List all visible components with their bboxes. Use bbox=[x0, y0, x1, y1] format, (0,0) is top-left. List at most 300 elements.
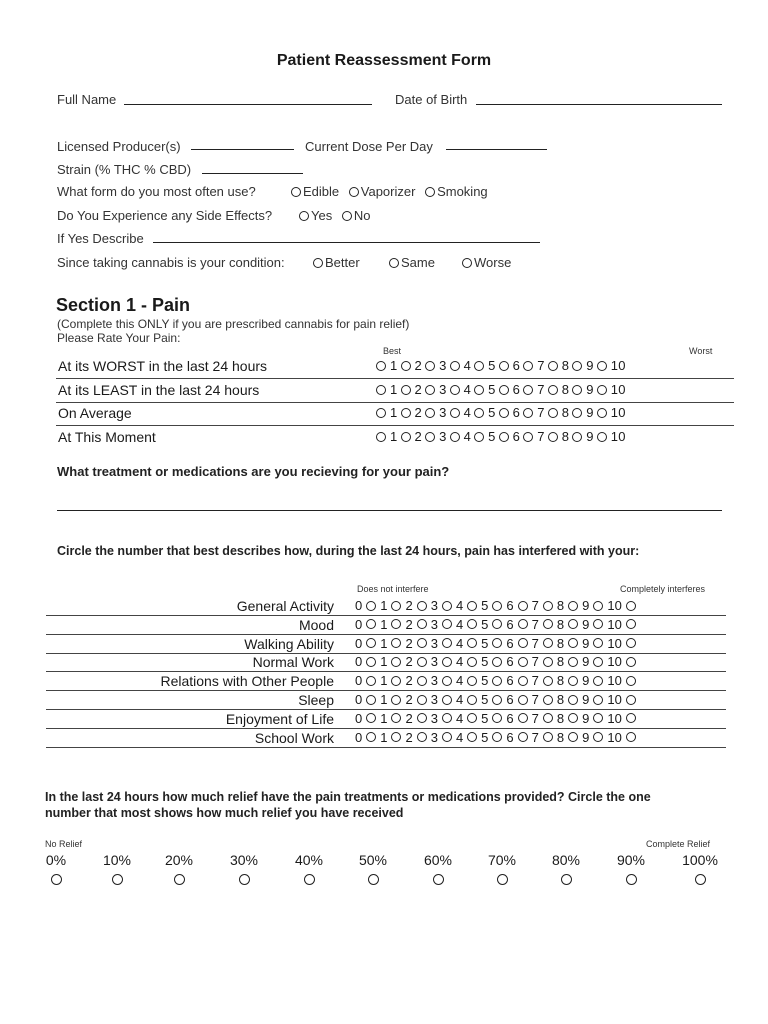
scale-number: 10 bbox=[607, 729, 622, 745]
radio-icon[interactable] bbox=[376, 432, 386, 442]
dose-field[interactable] bbox=[446, 149, 547, 150]
full-name-label: Full Name bbox=[57, 92, 117, 107]
radio-icon[interactable] bbox=[366, 601, 376, 611]
radio-icon[interactable] bbox=[597, 408, 607, 418]
dob-field[interactable] bbox=[476, 104, 722, 105]
radio-icon[interactable] bbox=[518, 601, 528, 611]
radio-icon[interactable] bbox=[366, 619, 376, 629]
relief-option-label: 30% bbox=[229, 852, 259, 868]
option-vaporizer[interactable]: Vaporizer bbox=[349, 184, 416, 199]
scale-number: 4 bbox=[463, 382, 472, 397]
scale-number: 7 bbox=[531, 673, 539, 689]
option-worse[interactable]: Worse bbox=[462, 255, 511, 270]
relief-option-label: 20% bbox=[164, 852, 194, 868]
radio-icon[interactable] bbox=[572, 385, 582, 395]
radio-icon bbox=[425, 187, 435, 197]
pain-row-label: On Average bbox=[58, 405, 132, 421]
radio-icon[interactable] bbox=[492, 676, 502, 686]
radio-icon bbox=[349, 187, 359, 197]
scale-number: 5 bbox=[481, 598, 489, 613]
scale-number: 2 bbox=[414, 405, 423, 420]
scale-number: 5 bbox=[481, 673, 489, 689]
relief-option-label: 60% bbox=[423, 852, 453, 868]
radio-icon[interactable] bbox=[548, 385, 558, 395]
radio-icon[interactable] bbox=[366, 657, 376, 667]
option-same[interactable]: Same bbox=[389, 255, 435, 270]
radio-icon[interactable] bbox=[626, 657, 636, 667]
radio-icon[interactable] bbox=[572, 432, 582, 442]
pain-row bbox=[56, 380, 734, 403]
radio-icon[interactable] bbox=[572, 361, 582, 371]
scale-number: 3 bbox=[430, 616, 438, 632]
radio-icon[interactable] bbox=[626, 619, 636, 629]
radio-icon[interactable] bbox=[442, 676, 452, 686]
scale-number: 7 bbox=[537, 358, 545, 373]
scale-number: 5 bbox=[488, 382, 496, 397]
scale-number: 4 bbox=[463, 429, 472, 444]
interference-scale bbox=[355, 598, 640, 613]
radio-icon[interactable] bbox=[492, 657, 502, 667]
relief-low-label: No Relief bbox=[45, 839, 83, 849]
pain-row bbox=[56, 427, 734, 449]
radio-icon[interactable] bbox=[417, 732, 427, 742]
scale-number: 8 bbox=[556, 598, 565, 613]
interference-row-label: Walking Ability bbox=[244, 635, 334, 652]
scale-number: 4 bbox=[455, 598, 464, 613]
radio-icon[interactable] bbox=[523, 385, 533, 395]
scale-number: 9 bbox=[582, 692, 590, 707]
radio-icon[interactable] bbox=[442, 695, 452, 705]
radio-icon[interactable] bbox=[442, 713, 452, 723]
scale-number: 9 bbox=[582, 598, 590, 613]
radio-icon[interactable] bbox=[391, 619, 401, 629]
scale-number: 0 bbox=[355, 673, 363, 689]
dob-label: Date of Birth bbox=[395, 92, 468, 107]
scale-number: 6 bbox=[506, 729, 514, 745]
scale-number: 9 bbox=[582, 673, 590, 689]
scale-number: 4 bbox=[455, 729, 464, 745]
radio-icon[interactable] bbox=[366, 676, 376, 686]
radio-icon[interactable] bbox=[433, 874, 444, 885]
radio-icon[interactable] bbox=[376, 408, 386, 418]
scale-number: 3 bbox=[430, 673, 438, 689]
radio-icon[interactable] bbox=[401, 385, 411, 395]
scale-number: 10 bbox=[607, 673, 622, 689]
radio-icon[interactable] bbox=[368, 874, 379, 885]
scale-number: 3 bbox=[439, 382, 447, 397]
relief-option[interactable] bbox=[611, 852, 651, 885]
scale-number: 1 bbox=[380, 598, 388, 613]
scale-number: 3 bbox=[430, 635, 438, 651]
radio-icon[interactable] bbox=[376, 385, 386, 395]
scale-number: 9 bbox=[586, 382, 594, 397]
scale-number: 5 bbox=[481, 729, 489, 745]
radio-icon[interactable] bbox=[417, 601, 427, 611]
scale-number: 1 bbox=[390, 429, 398, 444]
side-effects-question: Do You Experience any Side Effects? bbox=[57, 208, 273, 223]
relief-option[interactable] bbox=[289, 852, 329, 885]
radio-icon[interactable] bbox=[492, 732, 502, 742]
radio-icon[interactable] bbox=[626, 638, 636, 648]
radio-icon[interactable] bbox=[568, 732, 578, 742]
radio-icon[interactable] bbox=[417, 619, 427, 629]
radio-icon[interactable] bbox=[474, 432, 484, 442]
radio-icon[interactable] bbox=[626, 676, 636, 686]
radio-icon[interactable] bbox=[626, 713, 636, 723]
scale-number: 4 bbox=[455, 616, 464, 632]
radio-icon[interactable] bbox=[467, 713, 477, 723]
scale-number: 6 bbox=[512, 382, 521, 397]
radio-icon[interactable] bbox=[450, 432, 460, 442]
radio-icon[interactable] bbox=[366, 713, 376, 723]
interference-scale bbox=[355, 673, 640, 688]
pain-scale bbox=[376, 358, 629, 373]
radio-icon[interactable] bbox=[543, 619, 553, 629]
radio-icon[interactable] bbox=[450, 385, 460, 395]
radio-icon[interactable] bbox=[626, 695, 636, 705]
relief-question-line2: number that most shows how much relief you have received bbox=[45, 806, 404, 820]
radio-icon[interactable] bbox=[543, 638, 553, 648]
scale-number: 9 bbox=[586, 405, 594, 420]
side-effects-options bbox=[299, 208, 376, 223]
radio-icon[interactable] bbox=[568, 601, 578, 611]
radio-icon[interactable] bbox=[417, 638, 427, 648]
radio-icon[interactable] bbox=[499, 361, 509, 371]
radio-icon[interactable] bbox=[626, 874, 637, 885]
scale-number: 10 bbox=[607, 616, 622, 632]
relief-option-label: 10% bbox=[102, 852, 132, 868]
radio-icon[interactable] bbox=[391, 657, 401, 667]
radio-icon[interactable] bbox=[593, 713, 603, 723]
radio-icon[interactable] bbox=[492, 638, 502, 648]
relief-option[interactable] bbox=[680, 852, 720, 885]
scale-number: 2 bbox=[405, 729, 413, 745]
radio-icon[interactable] bbox=[568, 676, 578, 686]
scale-number: 6 bbox=[506, 654, 514, 670]
scale-number: 3 bbox=[430, 692, 438, 707]
scale-number: 7 bbox=[537, 429, 545, 444]
scale-number: 8 bbox=[556, 616, 565, 632]
radio-icon[interactable] bbox=[401, 408, 411, 418]
pain-row bbox=[56, 356, 734, 379]
interference-row-label: General Activity bbox=[236, 598, 334, 614]
radio-icon[interactable] bbox=[626, 732, 636, 742]
interference-row-label: School Work bbox=[254, 729, 334, 746]
radio-icon[interactable] bbox=[401, 432, 411, 442]
radio-icon[interactable] bbox=[474, 385, 484, 395]
radio-icon[interactable] bbox=[391, 713, 401, 723]
radio-icon[interactable] bbox=[425, 408, 435, 418]
radio-icon bbox=[389, 258, 399, 268]
relief-option[interactable] bbox=[546, 852, 586, 885]
treatment-question: What treatment or medications are you recieving for your pain? bbox=[57, 464, 450, 479]
radio-icon[interactable] bbox=[543, 695, 553, 705]
radio-icon[interactable] bbox=[366, 732, 376, 742]
producer-label: Licensed Producer(s) bbox=[57, 139, 181, 154]
radio-icon[interactable] bbox=[174, 874, 185, 885]
relief-option[interactable] bbox=[36, 852, 76, 885]
radio-icon[interactable] bbox=[467, 619, 477, 629]
pain-scale bbox=[376, 382, 629, 397]
radio-icon[interactable] bbox=[568, 695, 578, 705]
radio-icon[interactable] bbox=[518, 695, 528, 705]
radio-icon[interactable] bbox=[417, 676, 427, 686]
radio-icon[interactable] bbox=[499, 385, 509, 395]
scale-number: 7 bbox=[531, 710, 539, 726]
radio-icon[interactable] bbox=[518, 638, 528, 648]
radio-icon[interactable] bbox=[442, 619, 452, 629]
scale-number: 8 bbox=[561, 405, 570, 420]
scale-number: 6 bbox=[506, 635, 514, 651]
radio-icon[interactable] bbox=[442, 638, 452, 648]
relief-option[interactable] bbox=[97, 852, 137, 885]
scale-number: 6 bbox=[506, 673, 514, 689]
radio-icon[interactable] bbox=[593, 695, 603, 705]
interference-row bbox=[46, 729, 726, 748]
relief-option[interactable] bbox=[482, 852, 522, 885]
radio-icon[interactable] bbox=[543, 676, 553, 686]
condition-question: Since taking cannabis is your condition: bbox=[57, 255, 285, 270]
scale-number: 3 bbox=[430, 710, 438, 726]
relief-high-label: Complete Relief bbox=[646, 839, 711, 849]
radio-icon[interactable] bbox=[548, 361, 558, 371]
radio-icon[interactable] bbox=[568, 713, 578, 723]
radio-icon bbox=[462, 258, 472, 268]
radio-icon[interactable] bbox=[518, 619, 528, 629]
interference-row bbox=[46, 635, 726, 654]
scale-number: 1 bbox=[390, 405, 398, 420]
radio-icon[interactable] bbox=[467, 657, 477, 667]
scale-number: 8 bbox=[556, 729, 565, 745]
scale-number: 6 bbox=[506, 616, 514, 632]
radio-icon[interactable] bbox=[450, 408, 460, 418]
radio-icon[interactable] bbox=[391, 601, 401, 611]
section-prompt: Please Rate Your Pain: bbox=[57, 331, 181, 345]
radio-icon[interactable] bbox=[561, 874, 572, 885]
treatment-field[interactable] bbox=[57, 510, 722, 511]
radio-icon[interactable] bbox=[304, 874, 315, 885]
radio-icon[interactable] bbox=[425, 432, 435, 442]
radio-icon[interactable] bbox=[548, 408, 558, 418]
interference-row-label: Enjoyment of Life bbox=[225, 710, 334, 727]
radio-icon[interactable] bbox=[450, 361, 460, 371]
describe-label: If Yes Describe bbox=[57, 231, 144, 246]
scale-number: 8 bbox=[556, 692, 565, 707]
relief-option-label: 80% bbox=[551, 852, 581, 868]
scale-worst-label: Worst bbox=[689, 346, 713, 356]
radio-icon[interactable] bbox=[518, 657, 528, 667]
radio-icon[interactable] bbox=[499, 432, 509, 442]
radio-icon[interactable] bbox=[467, 732, 477, 742]
scale-number: 2 bbox=[414, 429, 423, 444]
scale-number: 5 bbox=[488, 429, 496, 444]
radio-icon[interactable] bbox=[417, 713, 427, 723]
scale-number: 8 bbox=[561, 382, 570, 397]
radio-icon[interactable] bbox=[593, 732, 603, 742]
scale-number: 10 bbox=[610, 429, 626, 444]
scale-number: 2 bbox=[405, 616, 413, 632]
interference-scale bbox=[355, 617, 640, 632]
radio-icon[interactable] bbox=[492, 601, 502, 611]
scale-number: 7 bbox=[531, 616, 539, 632]
radio-icon[interactable] bbox=[518, 676, 528, 686]
producer-field[interactable] bbox=[191, 149, 294, 150]
radio-icon[interactable] bbox=[568, 657, 578, 667]
scale-number: 6 bbox=[512, 405, 521, 420]
relief-option-label: 100% bbox=[682, 852, 718, 868]
relief-option[interactable] bbox=[224, 852, 264, 885]
radio-icon[interactable] bbox=[597, 385, 607, 395]
scale-number: 8 bbox=[561, 429, 570, 444]
scale-number: 0 bbox=[355, 729, 363, 745]
scale-number: 8 bbox=[561, 358, 570, 373]
radio-icon[interactable] bbox=[568, 638, 578, 648]
scale-number: 3 bbox=[439, 358, 447, 373]
scale-number: 6 bbox=[512, 358, 521, 373]
option-yes[interactable]: Yes bbox=[299, 208, 332, 223]
scale-number: 0 bbox=[355, 598, 363, 613]
scale-number: 8 bbox=[556, 673, 565, 689]
form-question: What form do you most often use? bbox=[57, 184, 256, 199]
strain-field[interactable] bbox=[202, 173, 303, 174]
radio-icon[interactable] bbox=[492, 695, 502, 705]
option-no[interactable]: No bbox=[342, 208, 371, 223]
interference-row bbox=[46, 597, 726, 616]
scale-number: 2 bbox=[405, 635, 413, 651]
radio-icon[interactable] bbox=[593, 657, 603, 667]
radio-icon[interactable] bbox=[597, 432, 607, 442]
radio-icon[interactable] bbox=[593, 638, 603, 648]
scale-number: 8 bbox=[556, 654, 565, 670]
scale-number: 5 bbox=[488, 358, 496, 373]
interference-row bbox=[46, 653, 726, 672]
radio-icon[interactable] bbox=[543, 732, 553, 742]
scale-number: 10 bbox=[607, 635, 622, 651]
radio-icon[interactable] bbox=[391, 732, 401, 742]
radio-icon[interactable] bbox=[593, 601, 603, 611]
radio-icon[interactable] bbox=[391, 638, 401, 648]
interference-row-label: Normal Work bbox=[252, 654, 334, 671]
scale-number: 10 bbox=[607, 692, 622, 707]
radio-icon[interactable] bbox=[425, 361, 435, 371]
radio-icon[interactable] bbox=[518, 732, 528, 742]
radio-icon[interactable] bbox=[239, 874, 250, 885]
relief-option[interactable] bbox=[353, 852, 393, 885]
interference-low-label: Does not interfere bbox=[357, 584, 429, 594]
radio-icon[interactable] bbox=[518, 713, 528, 723]
radio-icon[interactable] bbox=[442, 601, 452, 611]
strain-label: Strain (% THC % CBD) bbox=[57, 162, 192, 177]
radio-icon[interactable] bbox=[425, 385, 435, 395]
radio-icon[interactable] bbox=[467, 638, 477, 648]
scale-number: 5 bbox=[481, 710, 489, 726]
radio-icon[interactable] bbox=[523, 408, 533, 418]
interference-scale bbox=[355, 711, 640, 726]
scale-number: 10 bbox=[607, 654, 622, 670]
radio-icon[interactable] bbox=[499, 408, 509, 418]
scale-number: 1 bbox=[380, 654, 388, 670]
radio-icon[interactable] bbox=[593, 619, 603, 629]
radio-icon[interactable] bbox=[112, 874, 123, 885]
radio-icon[interactable] bbox=[474, 408, 484, 418]
scale-number: 0 bbox=[355, 692, 363, 707]
describe-field[interactable] bbox=[153, 242, 540, 243]
radio-icon[interactable] bbox=[626, 601, 636, 611]
scale-number: 2 bbox=[414, 358, 423, 373]
interference-high-label: Completely interferes bbox=[620, 584, 706, 594]
radio-icon[interactable] bbox=[593, 676, 603, 686]
radio-icon[interactable] bbox=[568, 619, 578, 629]
interference-row bbox=[46, 672, 726, 691]
radio-icon[interactable] bbox=[543, 657, 553, 667]
radio-icon[interactable] bbox=[391, 676, 401, 686]
radio-icon[interactable] bbox=[417, 657, 427, 667]
radio-icon[interactable] bbox=[548, 432, 558, 442]
scale-number: 5 bbox=[481, 616, 489, 632]
scale-number: 8 bbox=[556, 635, 565, 651]
scale-number: 1 bbox=[380, 616, 388, 632]
scale-number: 4 bbox=[455, 654, 464, 670]
scale-number: 4 bbox=[455, 692, 464, 707]
radio-icon[interactable] bbox=[376, 361, 386, 371]
radio-icon[interactable] bbox=[543, 601, 553, 611]
option-edible[interactable]: Edible bbox=[291, 184, 339, 199]
radio-icon[interactable] bbox=[442, 657, 452, 667]
scale-number: 10 bbox=[607, 598, 622, 613]
radio-icon[interactable] bbox=[467, 601, 477, 611]
radio-icon[interactable] bbox=[543, 713, 553, 723]
scale-number: 4 bbox=[463, 358, 472, 373]
relief-question-line1: In the last 24 hours how much relief have the pain treatments or medications provided? Circle the one bbox=[45, 790, 651, 804]
radio-icon[interactable] bbox=[497, 874, 508, 885]
radio-icon[interactable] bbox=[523, 361, 533, 371]
radio-icon[interactable] bbox=[467, 695, 477, 705]
radio-icon[interactable] bbox=[695, 874, 706, 885]
scale-number: 9 bbox=[582, 616, 590, 632]
radio-icon[interactable] bbox=[474, 361, 484, 371]
interference-scale bbox=[355, 730, 640, 745]
scale-number: 8 bbox=[556, 710, 565, 726]
radio-icon[interactable] bbox=[391, 695, 401, 705]
option-better[interactable]: Better bbox=[313, 255, 360, 270]
scale-number: 6 bbox=[506, 598, 514, 613]
radio-icon[interactable] bbox=[366, 638, 376, 648]
scale-number: 2 bbox=[414, 382, 423, 397]
radio-icon[interactable] bbox=[597, 361, 607, 371]
full-name-field[interactable] bbox=[124, 104, 372, 105]
scale-number: 7 bbox=[531, 692, 539, 707]
scale-number: 1 bbox=[380, 692, 388, 707]
scale-number: 0 bbox=[355, 635, 363, 651]
radio-icon[interactable] bbox=[492, 619, 502, 629]
relief-option[interactable] bbox=[159, 852, 199, 885]
interference-row-label: Relations with Other People bbox=[160, 673, 334, 690]
radio-icon[interactable] bbox=[417, 695, 427, 705]
radio-icon[interactable] bbox=[51, 874, 62, 885]
option-smoking[interactable]: Smoking bbox=[425, 184, 488, 199]
radio-icon[interactable] bbox=[401, 361, 411, 371]
relief-option[interactable] bbox=[418, 852, 458, 885]
radio-icon[interactable] bbox=[523, 432, 533, 442]
radio-icon[interactable] bbox=[366, 695, 376, 705]
relief-option-label: 50% bbox=[358, 852, 388, 868]
radio-icon[interactable] bbox=[467, 676, 477, 686]
interference-scale bbox=[355, 636, 640, 651]
scale-number: 3 bbox=[439, 429, 447, 444]
radio-icon[interactable] bbox=[442, 732, 452, 742]
radio-icon[interactable] bbox=[492, 713, 502, 723]
radio-icon[interactable] bbox=[572, 408, 582, 418]
